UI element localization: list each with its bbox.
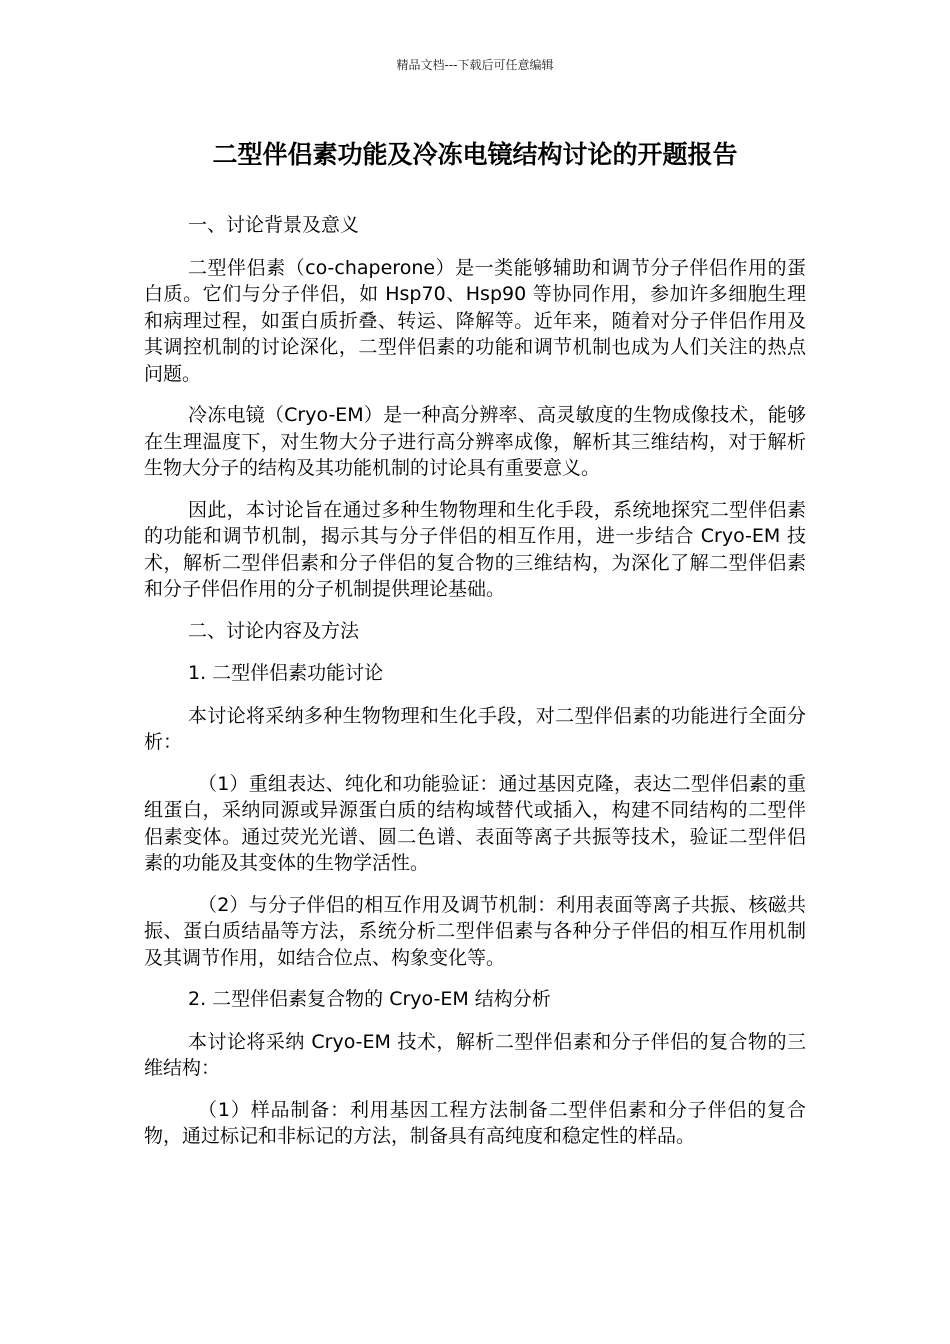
- paragraph-cryo-em-intro: 冷冻电镜（Cryo-EM）是一种高分辨率、高灵敏度的生物成像技术，能够在生理温度下，对生物大分子进行高分辨率成像，解析其三维结构，对于解析生物大分子的结构及其功能机制的讨论具有重要意义。: [144, 404, 806, 479]
- subsection-heading-function: 1. 二型伴侣素功能讨论: [188, 662, 384, 684]
- list-item-sample-prep: （1）样品制备：利用基因工程方法制备二型伴侣素和分子伴侣的复合物，通过标记和非标记的方法，制备具有高纯度和稳定性的样品。: [144, 1098, 806, 1147]
- paragraph-cryo-em-overview: 本讨论将采纳 Cryo-EM 技术，解析二型伴侣素和分子伴侣的复合物的三维结构：: [144, 1030, 806, 1079]
- subsection-heading-cryo-em: 2. 二型伴侣素复合物的 Cryo-EM 结构分析: [188, 988, 551, 1010]
- list-item-interaction: （2）与分子伴侣的相互作用及调节机制：利用表面等离子共振、核磁共振、蛋白质结晶等方法，系统分析二型伴侣素与各种分子伴侣的相互作用机制及其调节作用，如结合位点、构象变化等。: [144, 893, 806, 969]
- document-title: 二型伴侣素功能及冷冻电镜结构讨论的开题报告: [212, 140, 738, 169]
- paragraph-cochaperone-intro: 二型伴侣素（co-chaperone）是一类能够辅助和调节分子伴侣作用的蛋白质。它们与分子伴侣，如 Hsp70、Hsp90 等协同作用，参加许多细胞生理和病理过程，如蛋白质折叠、转运、降解等。近年来，随着对分子伴侣作用及其调控机制的讨论深化，二型伴侣素的功能和调节机制也成为人们关注的热点问题。: [144, 256, 806, 385]
- document-body: [144, 212, 806, 1165]
- paragraph-research-aim: 因此，本讨论旨在通过多种生物物理和生化手段，系统地探究二型伴侣素的功能和调节机制，揭示其与分子伴侣的相互作用，进一步结合 Cryo-EM 技术，解析二型伴侣素和分子伴侣的复合物的三维结构，为深化了解二型伴侣素和分子伴侣作用的分子机制提供理论基础。: [144, 498, 806, 600]
- section-heading-background: 一、讨论背景及意义: [188, 214, 360, 236]
- list-item-expression: （1）重组表达、纯化和功能验证：通过基因克隆，表达二型伴侣素的重组蛋白，采纳同源或异源蛋白质的结构域替代或插入，构建不同结构的二型伴侣素变体。通过荧光光谱、圆二色谱、表面等离子共振等技术，验证二型伴侣素的功能及其变体的生物学活性。: [144, 772, 806, 874]
- paragraph-function-overview: 本讨论将采纳多种生物物理和生化手段，对二型伴侣素的功能进行全面分析：: [144, 704, 806, 753]
- section-heading-methods: 二、讨论内容及方法: [188, 619, 360, 642]
- header-note: 精品文档---下载后可任意编辑: [396, 58, 554, 72]
